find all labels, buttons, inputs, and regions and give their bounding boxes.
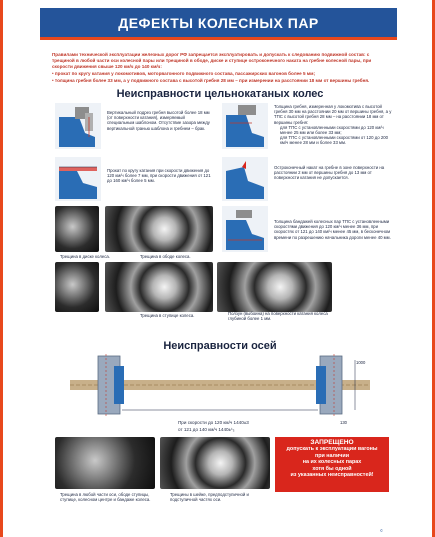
wheel-chip-photo <box>217 262 332 312</box>
intro-bullet-tread: • прокат по кругу катания у локомотивов, моторвагонного подвижного состава, пассажирских вагонов более 5 мм; <box>52 71 316 76</box>
crack-neck-photo <box>160 437 270 489</box>
wheelset-axle-drawing <box>70 352 370 420</box>
warning-line-4: хотя бы одной <box>312 465 352 472</box>
intro-bullet-flange: • толщина гребня более 33 мм, а у подвижного состава с высотой гребня 28 мм – при измерении на расстоянии 18 мм от вершины гребня. <box>52 78 370 83</box>
flange-thickness-diagram <box>222 103 268 149</box>
tread-wear-caption: Прокат по кругу катания при скорости движения до 120 км/ч более 7 мм, при скорости движения от 121 до 160 км/ч более 5 мм. <box>107 168 211 184</box>
left-frame-border <box>0 0 3 537</box>
crack-neck-caption: Трещины в шейке, предподступичной и подступичной частях оси. <box>170 492 249 503</box>
crack-axle-photo <box>55 437 155 489</box>
crack-axle-caption: Трещина в любой части оси, ободе ступицы, ступице, колесном центре и бандаже колеса. <box>60 492 151 503</box>
flange-tps-120: для ТПС с установленными скоростями до 120 км/ч менее 25 мм или более 33 мм; <box>280 124 384 136</box>
vertical-undercut-caption: Вертикальный подрез гребня высотой более 18 мм (от поверхности катания), измеряемый специальным шаблоном. Отсутствие зазора между вертикальной гранью шаблона и гребнем – брак. <box>107 110 210 131</box>
warning-line-2: при наличии <box>314 452 350 459</box>
warning-box <box>275 437 389 492</box>
footer-mark: © <box>380 528 383 533</box>
warning-heading: ЗАПРЕЩЕНО <box>310 439 354 446</box>
bandage-diagram <box>222 206 268 252</box>
flange-thickness-text: Толщина гребня, измеренная у локомотива с высотой гребня 30 мм на расстоянии 20 мм от вершины гребня, а у ТПС с высотой гребня 28 мм – на расстоянии 18 мм от вершины гребня: <box>274 104 392 125</box>
crack-disk-caption: Трещина в диске колеса. <box>60 254 110 259</box>
title-bar <box>40 8 397 40</box>
tread-wear-diagram <box>55 157 101 201</box>
section-title-axles: Неисправности осей <box>163 340 277 352</box>
crack-rim-caption: Трещина в ободе колеса. <box>140 254 191 259</box>
crack-hub-detail-photo <box>55 262 99 312</box>
dimension-130: 130 <box>340 420 347 425</box>
crack-rim-photo <box>105 206 213 252</box>
warning-line-1: допускать к эксплуатации вагоны <box>286 446 378 453</box>
intro-text <box>52 52 392 85</box>
crack-disk-photo <box>55 206 99 252</box>
axle-speed-140: от 121 до 140 км/ч 1440±¹₃ <box>178 427 235 432</box>
dimension-1000: 1000 <box>356 360 366 365</box>
sharp-rolling-caption: Остроконечный накат на гребне в зоне поверхности на расстоянии 2 мм от вершины гребня до 13 мм от поверхности катания не допускается. <box>274 165 385 181</box>
bandage-caption: Толщина бандажей колесных пар ТПС с установленными скоростями движения до 120 км/ч менее 36 мм, при скоростях от 121 до 140 км/ч менее 45 мм, в бесконечном времени по разрешению начальника дороги менее 40 мм. <box>274 219 391 240</box>
poster-title: ДЕФЕКТЫ КОЛЕСНЫХ ПАР <box>118 15 319 31</box>
wheel-chip-caption: Ползун (выбоина) на поверхности катания колеса глубиной более 1 мм. <box>228 311 328 322</box>
warning-line-5: из указанных неисправностей! <box>290 472 374 479</box>
sharp-rolling-diagram <box>222 157 268 201</box>
crack-hub-caption: Трещина в ступице колеса. <box>140 313 195 318</box>
crack-hub-photo <box>105 262 213 312</box>
vertical-undercut-diagram <box>55 103 101 149</box>
warning-line-3: на их колесных парах <box>302 459 362 466</box>
intro-paragraph: Правилами технической эксплуатации железных дорог РФ запрещается эксплуатировать и допускать к следованию подвижной состав: с трещиной в любой части оси колесной пары или трещиной в ободе, диске и ступице остроконечного наката на гребне колесной пары, при скорости движения свыше 120 км/ч до 140 км/ч: <box>52 52 372 69</box>
flange-tps-140: для ТПС с установленными скоростями от 120 до 200 км/ч менее 28 мм и более 33 мм. <box>280 135 388 146</box>
flange-thickness-caption <box>274 104 392 146</box>
axle-speed-120: При скорости до 120 км/ч 1440±3 <box>178 420 249 425</box>
section-title-wheels: Неисправности цельнокатаных колес <box>116 88 324 100</box>
